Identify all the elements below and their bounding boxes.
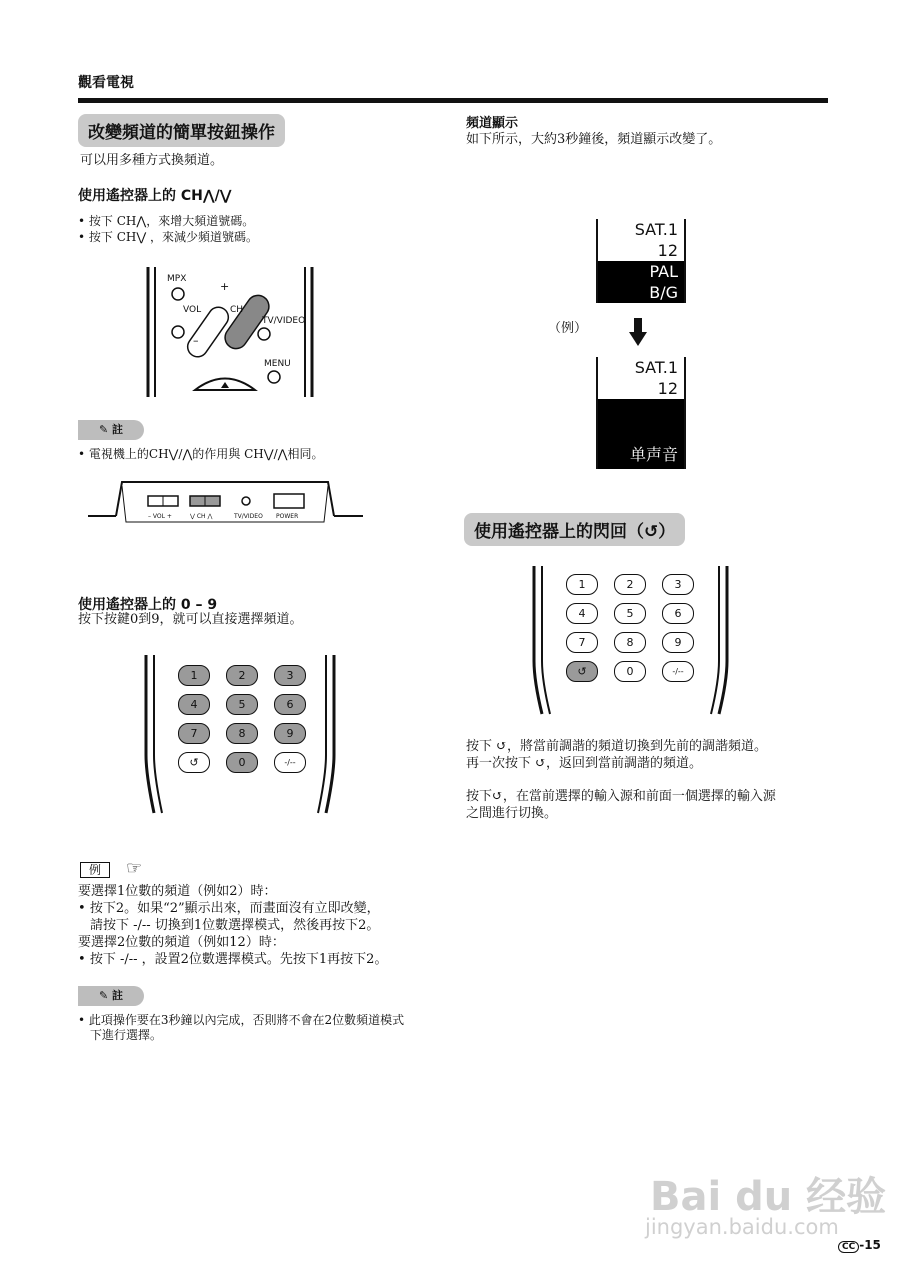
menu-label: MENU — [264, 359, 291, 369]
key-3: 3 — [274, 665, 306, 686]
flashback-paragraph-1: 按下 ↺，將當前調諧的頻道切換到先前的調諧頻道。 再一次按下 ↺，返回到當前調諧的頻道。 — [466, 739, 768, 771]
example-text: 要選擇1位數的頻道（例如2）時： • 按下2。如果“2”顯示出來，而畫面沒有立即改變， 請按下 -/-- 切換到1位數選擇模式，然後再按下2。 要選擇2位數的頻道（例如12）時： • 按下 -/-- ，設置2位數選擇模式。先按下1再按下2。 — [78, 884, 388, 967]
key-9: 9 — [662, 632, 694, 653]
page-header: 觀看電視 — [78, 75, 134, 91]
digit-heading: 使用遙控器上的 0 – 9 — [78, 597, 218, 613]
ch-bullet-1: • 按下 CH⋀，來增大頻道號碼。 — [78, 214, 255, 228]
before-line-1: SAT.1 — [634, 220, 678, 239]
after-line-1: SAT.1 — [634, 358, 678, 377]
ch-label: CH — [230, 305, 244, 315]
key-6: 6 — [662, 603, 694, 624]
key-7: 7 — [178, 723, 210, 744]
mpx-label: MPX — [167, 274, 187, 284]
key-digit-mode: -/-- — [662, 661, 694, 682]
key-1: 1 — [566, 574, 598, 595]
key-2: 2 — [614, 574, 646, 595]
after-line-3 — [598, 399, 684, 441]
intro-text: 可以用多種方式換頻道。 — [80, 153, 224, 168]
key-7: 7 — [566, 632, 598, 653]
pointing-hand-icon: ☞ — [126, 858, 143, 879]
note-2-text: • 此項操作要在3秒鐘以內完成，否則將不會在2位數頻道模式 下進行選擇。 — [78, 1013, 405, 1042]
display-text: 如下所示，大約3秒鐘後，頻道顯示改變了。 — [466, 132, 722, 147]
after-line-2: 12 — [657, 379, 678, 398]
key-flashback: ↺ — [566, 661, 598, 682]
example-tag: 例 — [80, 862, 110, 878]
tv-vol-label: – VOL + — [148, 513, 172, 520]
channel-display-after — [596, 357, 686, 469]
minus-label: – — [193, 334, 199, 347]
key-0: 0 — [614, 661, 646, 682]
key-3: 3 — [662, 574, 694, 595]
key-2: 2 — [226, 665, 258, 686]
plus-label: + — [220, 280, 230, 293]
digit-text: 按下按鍵0到9，就可以直接選擇頻道。 — [78, 612, 303, 627]
flashback-paragraph-2: 按下↺，在當前選擇的輸入源和前面一個選擇的輸入源 之間進行切換。 — [466, 789, 776, 821]
note-tag-2: ✎ 註 — [78, 986, 144, 1006]
key-digit-mode: -/-- — [274, 752, 306, 773]
before-line-3: PAL — [598, 261, 684, 282]
watermark-url: jingyan.baidu.com — [645, 1215, 839, 1239]
key-9: 9 — [274, 723, 306, 744]
section-title: 改變頻道的簡單按鈕操作 — [78, 114, 285, 147]
keypad-right — [566, 574, 701, 684]
key-5: 5 — [226, 694, 258, 715]
tv-ch-label: ⋁ CH ⋀ — [190, 513, 213, 520]
cc-icon: CC — [838, 1241, 859, 1253]
key-flashback: ↺ — [178, 752, 210, 773]
display-heading: 頻道顯示 — [466, 116, 519, 131]
vol-label: VOL — [183, 305, 202, 315]
key-4: 4 — [178, 694, 210, 715]
tv-power-label: POWER — [276, 513, 299, 520]
header-rule — [78, 98, 828, 103]
key-1: 1 — [178, 665, 210, 686]
tv-panel-illustration — [88, 478, 363, 526]
ch-bullet-2: • 按下 CH⋁ ，來減少頻道號碼。 — [78, 230, 259, 244]
page-number: CC -15 — [838, 1238, 881, 1253]
keypad-left — [178, 665, 313, 780]
note-1-text: • 電視機上的CH⋁/⋀的作用與 CH⋁/⋀相同。 — [78, 447, 324, 461]
ch-heading: 使用遙控器上的 CH⋀/⋁ — [78, 188, 232, 204]
tvvideo-label: TV/VIDEO — [262, 316, 306, 326]
before-line-2: 12 — [657, 241, 678, 260]
key-6: 6 — [274, 694, 306, 715]
key-0: 0 — [226, 752, 258, 773]
before-line-4: B/G — [598, 282, 684, 303]
channel-display-before — [596, 219, 686, 303]
flashback-title: 使用遙控器上的閃回（↺） — [464, 513, 685, 546]
watermark-brand: Bai du 经验 — [650, 1174, 887, 1220]
example-paren: （例） — [548, 321, 588, 336]
after-line-4: 单声音 — [598, 441, 684, 469]
key-5: 5 — [614, 603, 646, 624]
key-8: 8 — [226, 723, 258, 744]
tv-tvvideo-label: TV/VIDEO — [234, 513, 263, 520]
key-8: 8 — [614, 632, 646, 653]
key-4: 4 — [566, 603, 598, 624]
note-tag-1: ✎ 註 — [78, 420, 144, 440]
down-arrow-icon — [629, 318, 647, 346]
